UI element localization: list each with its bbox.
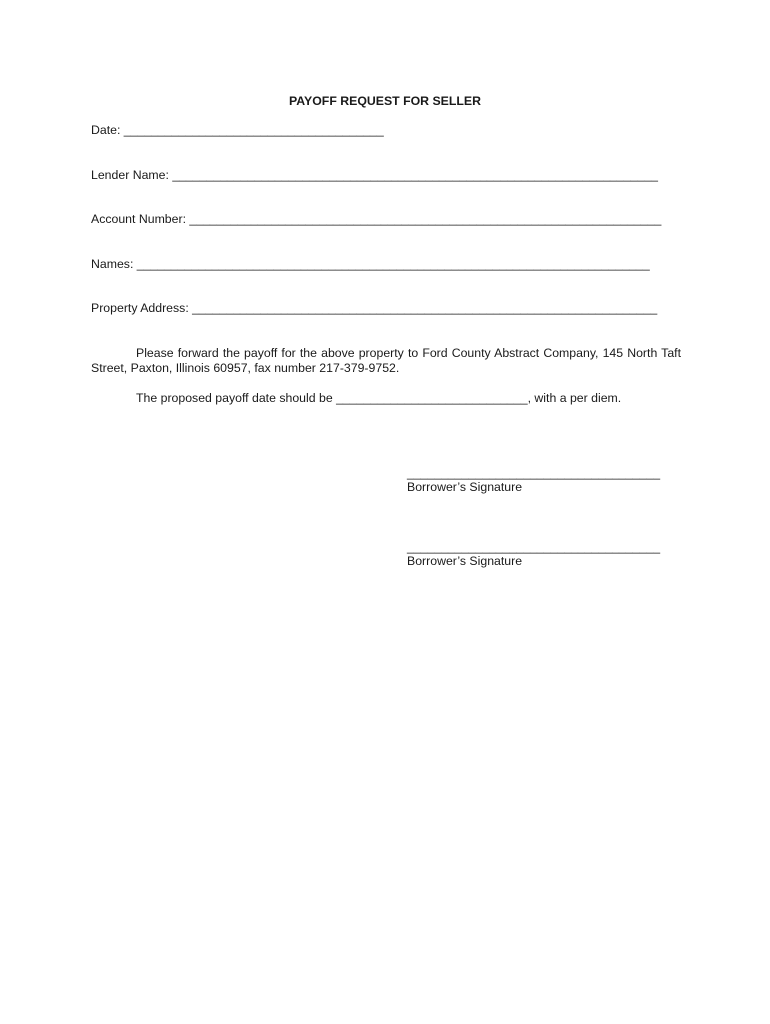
date-field: Date: ______________________________________ xyxy=(91,123,384,137)
signature-line-1: _____________________________________ xyxy=(407,466,661,480)
signature-label-2: Borrower’s Signature xyxy=(407,554,523,568)
payoff-date-paragraph xyxy=(91,391,681,406)
signature-label-1: Borrower’s Signature xyxy=(407,480,523,494)
property-address-field: Property Address: ____________________________________________________________________ xyxy=(91,301,658,315)
document-title: PAYOFF REQUEST FOR SELLER xyxy=(289,94,481,108)
names-field: Names: ___________________________________________________________________________ xyxy=(91,257,650,271)
payoff-date-text: The proposed payoff date should be ____________________________, with a per diem. xyxy=(136,391,622,405)
payoff-instructions-text: Please forward the payoff for the above property to Ford County Abstract Company, 145 North Taft Street, Paxton, Illinois 60957, fax number 217-379-9752. xyxy=(91,346,681,375)
signature-line-2: _____________________________________ xyxy=(407,540,661,554)
payoff-instructions-paragraph xyxy=(91,346,681,376)
account-number-field: Account Number: _____________________________________________________________________ xyxy=(91,212,662,226)
lender-name-field: Lender Name: _______________________________________________________________________ xyxy=(91,168,658,182)
